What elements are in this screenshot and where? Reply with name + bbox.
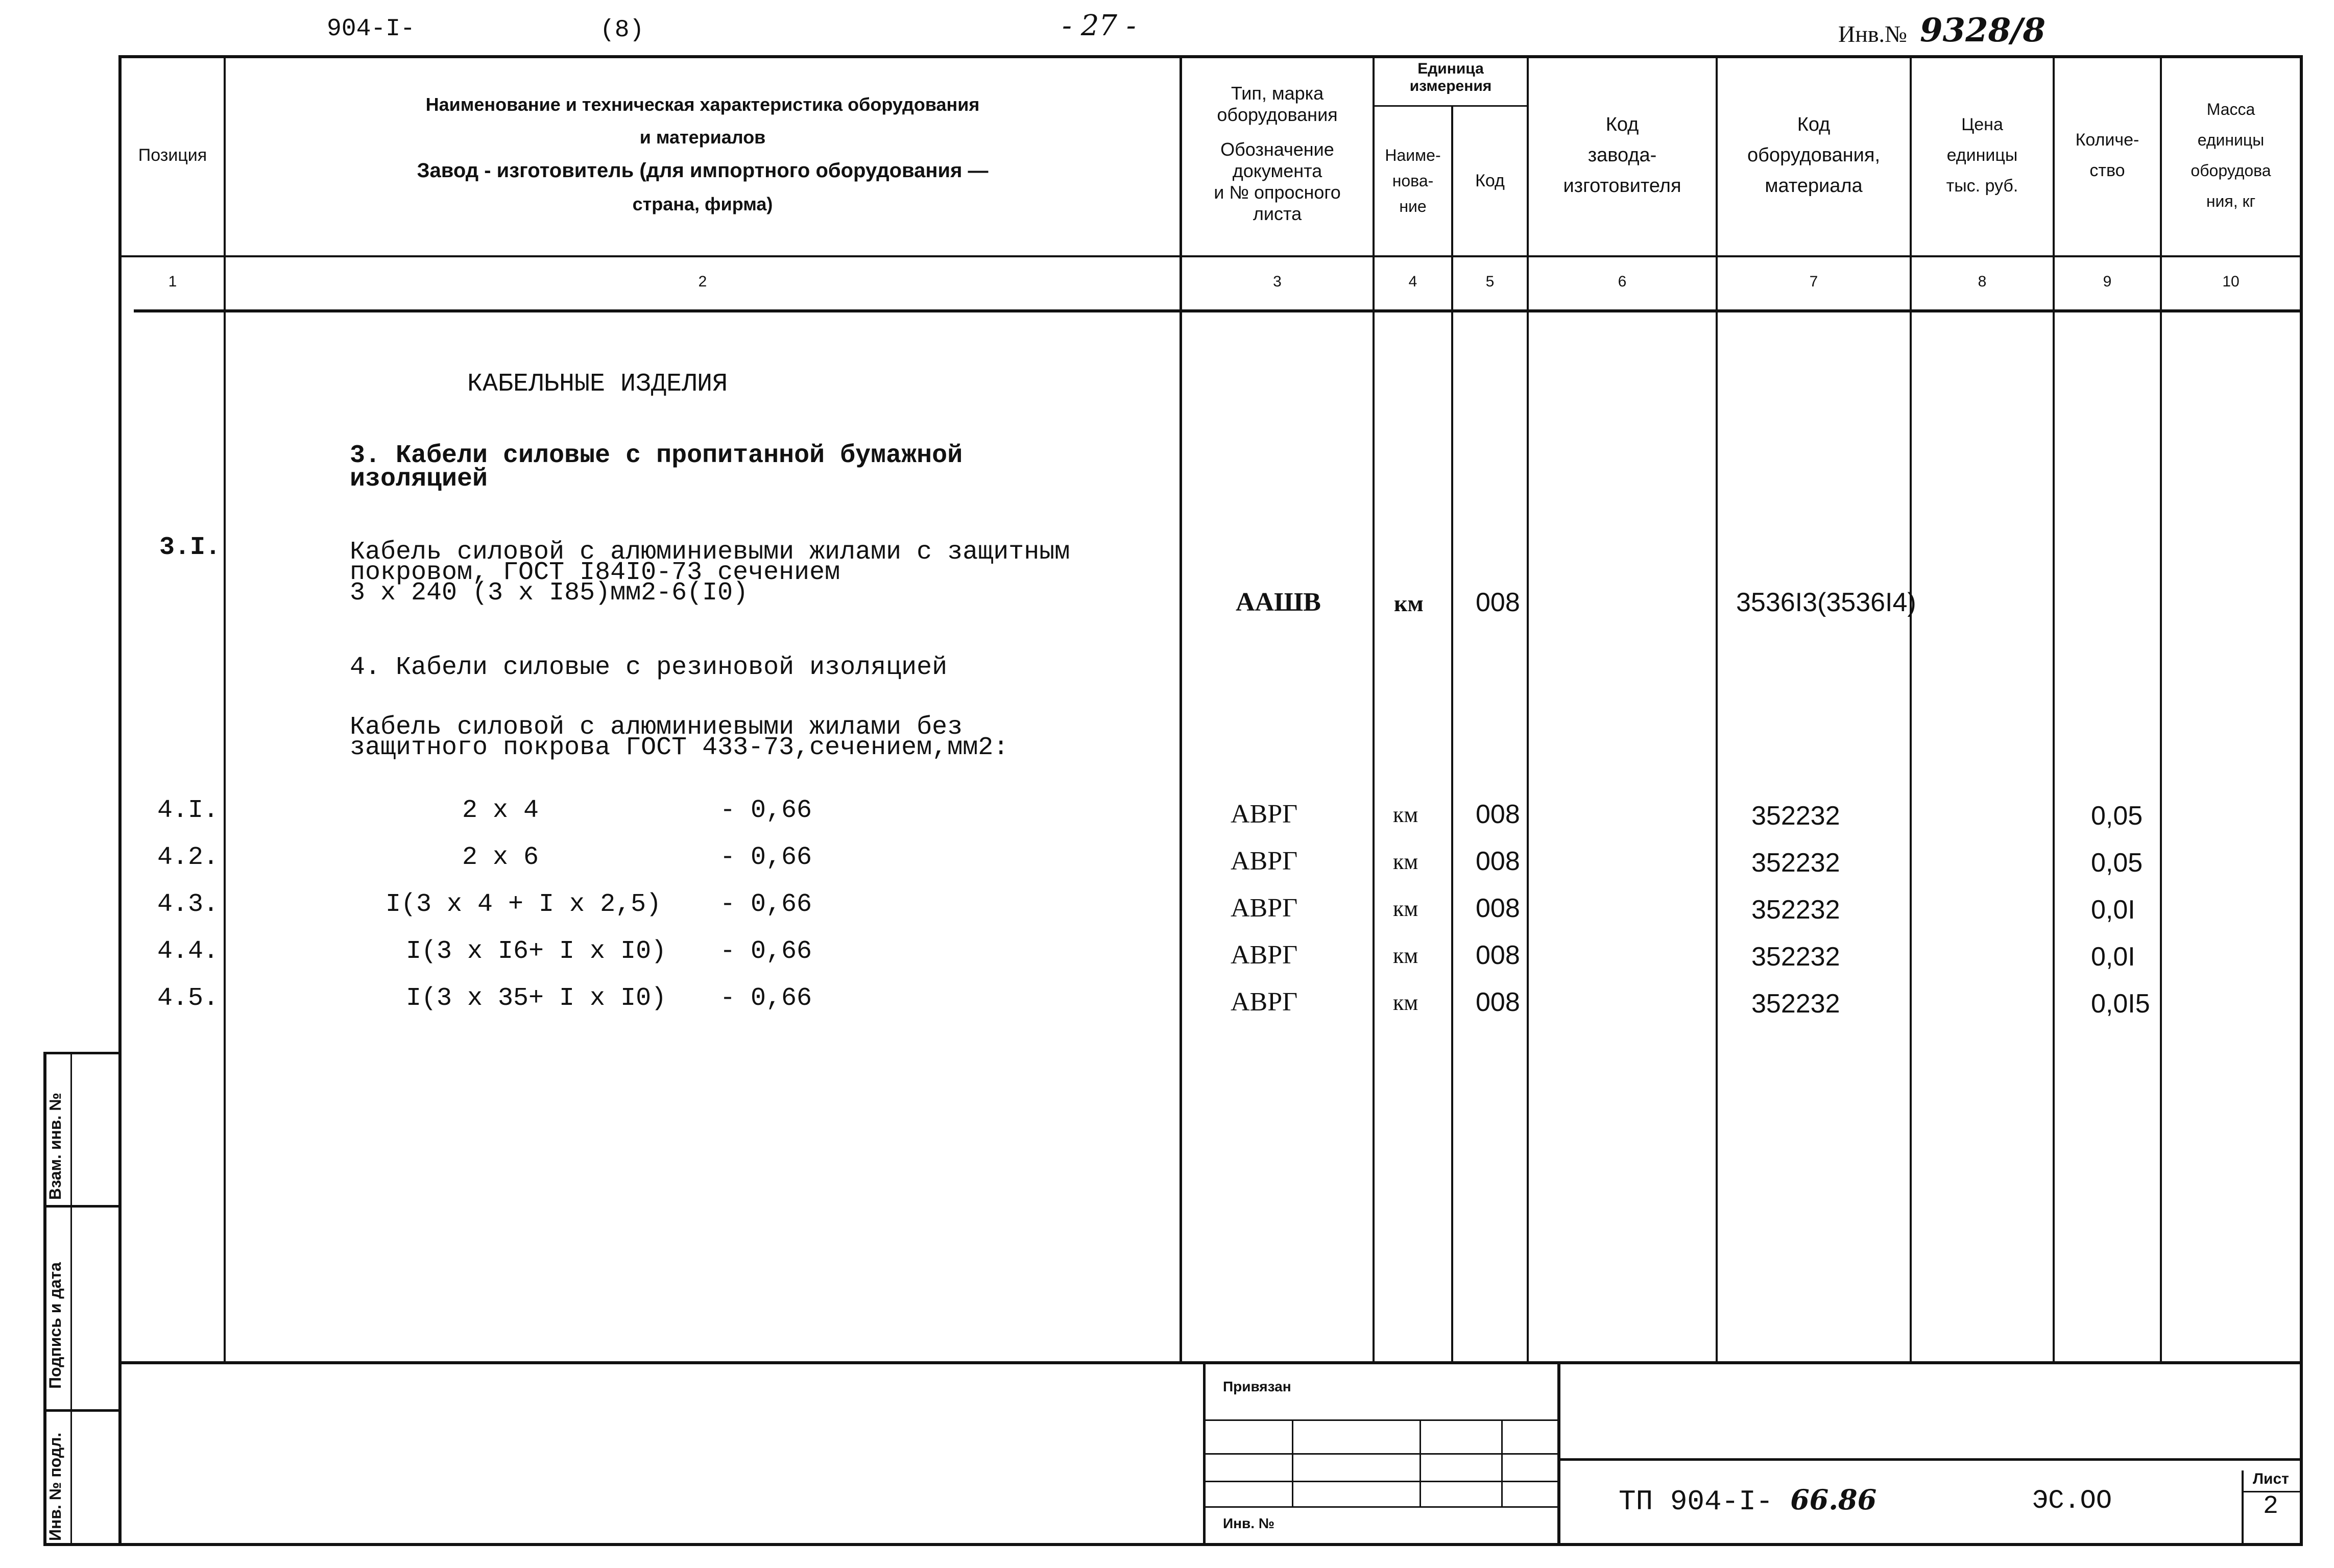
header-type-mark: Тип, марка оборудования <box>1217 83 1338 125</box>
row-code: 352232 <box>1751 989 1840 1019</box>
row-section: I(3 х 4 + I х 2,5) <box>386 890 662 919</box>
row-position: 4.4. <box>157 937 219 966</box>
row-unit-code: 008 <box>1476 940 1520 970</box>
row-type: АВРГ <box>1231 987 1298 1017</box>
header-name-line1: Наименование и техническая характеристика оборудования <box>425 94 980 115</box>
row-type: АВРГ <box>1231 940 1298 970</box>
row-unit-code: 008 <box>1476 847 1520 876</box>
col-num-7: 7 <box>1809 273 1818 290</box>
row-voltage: - 0,66 <box>720 937 812 966</box>
row-unit: км <box>1393 896 1418 921</box>
side-sign-date-label: Подпись и дата <box>46 1262 64 1389</box>
row-position: 4.3. <box>157 890 219 919</box>
header-unit-code: Код <box>1475 171 1505 190</box>
stamp-doc-code-prefix: ТП 904-I- <box>1619 1485 1773 1518</box>
sheet-ref: (8) <box>600 16 644 44</box>
page-number: - 27 - <box>1062 9 1136 42</box>
section-title: КАБЕЛЬНЫЕ ИЗДЕЛИЯ <box>467 370 728 399</box>
row-voltage: - 0,66 <box>720 890 812 919</box>
stamp-sheet-number: 2 <box>2263 1492 2279 1521</box>
header-unit-price: Цена единицы тыс. руб. <box>1946 115 2018 196</box>
col-num-10: 10 <box>2222 273 2240 290</box>
row-type: АВРГ <box>1231 847 1298 876</box>
row-section: 2 х 6 <box>462 843 539 872</box>
item31-description: Кабель силовой с алюминиевыми жилами с защитным покровом, ГОСТ I84I0-73 сечением 3 х 240 (3 х I85)мм2-6(I0) <box>350 538 1070 608</box>
col-num-1: 1 <box>168 273 177 290</box>
row-quantity: 0,0I5 <box>2091 989 2150 1019</box>
header-mass: Масса единицы оборудова ния, кг <box>2191 100 2271 210</box>
header-equipment-code: Код оборудования, материала <box>1747 114 1881 197</box>
col-num-4: 4 <box>1408 273 1417 290</box>
inv-number: 9328/8 <box>1920 11 2046 50</box>
header-name-line2: и материалов <box>639 127 766 148</box>
header-unit-group: Единица измерения <box>1409 60 1492 94</box>
header-type <box>1182 58 1373 252</box>
row-type: АВРГ <box>1231 894 1298 923</box>
group4-title: 4. Кабели силовые с резиновой изоляцией <box>350 653 948 682</box>
row-quantity: 0,05 <box>2091 801 2143 831</box>
header-position: Позиция <box>138 146 207 165</box>
doc-series: 904-I- <box>327 15 415 43</box>
header-type-doc: Обозначение документа и № опросного листа <box>1214 139 1341 224</box>
row-position: 4.5. <box>157 984 219 1013</box>
row-unit: км <box>1393 943 1418 968</box>
item31-position: 3.I. <box>159 533 221 562</box>
row-unit: км <box>1393 802 1418 827</box>
row-section: 2 х 4 <box>462 796 539 825</box>
stamp-doc-suffix: ЭС.ОО <box>2032 1486 2112 1516</box>
header-name-line4: страна, фирма) <box>632 194 773 214</box>
stamp-attached-label: Привязан <box>1223 1379 1291 1394</box>
row-unit-code: 008 <box>1476 894 1520 923</box>
row-voltage: - 0,66 <box>720 796 812 825</box>
item31-unit: км <box>1394 590 1424 616</box>
stamp-inv-label: Инв. № <box>1223 1515 1275 1531</box>
group4-description: Кабель силовой с алюминиевыми жилами без защитного покрова ГОСТ 433-73,сечением,мм2: <box>350 713 1009 762</box>
col-num-5: 5 <box>1485 273 1495 290</box>
row-unit: км <box>1393 849 1418 874</box>
row-quantity: 0,0I <box>2091 942 2135 972</box>
side-inv-orig-label: Инв. № подл. <box>46 1432 64 1541</box>
row-code: 352232 <box>1751 942 1840 972</box>
row-position: 4.2. <box>157 843 219 872</box>
col-num-6: 6 <box>1618 273 1627 290</box>
row-type: АВРГ <box>1231 800 1298 829</box>
row-position: 4.I. <box>157 796 219 825</box>
group3-title: 3. Кабели силовые с пропитанной бумажной изоляцией <box>350 441 963 494</box>
row-section: I(3 х 35+ I х I0) <box>406 984 667 1013</box>
col-num-8: 8 <box>1978 273 1987 290</box>
stamp-sheet-label: Лист <box>2253 1470 2289 1487</box>
side-swap-inv-label: Взам. инв. № <box>46 1093 64 1200</box>
header-unit-name: Наиме- нова- ние <box>1385 146 1441 215</box>
row-voltage: - 0,66 <box>720 984 812 1013</box>
header-name-line3: Завод - изготовитель (для импортного оборудования — <box>417 159 989 182</box>
stamp-doc-code-handwritten: 66.86 <box>1790 1483 1877 1516</box>
stamp-doc-code <box>1619 1483 1876 1518</box>
header-name <box>226 58 1180 252</box>
row-section: I(3 х I6+ I х I0) <box>406 937 667 966</box>
col-num-3: 3 <box>1273 273 1282 290</box>
row-code: 352232 <box>1751 848 1840 878</box>
row-unit-code: 008 <box>1476 800 1520 829</box>
col-num-9: 9 <box>2103 273 2112 290</box>
row-unit: км <box>1393 990 1418 1015</box>
row-quantity: 0,0I <box>2091 895 2135 925</box>
row-code: 352232 <box>1751 801 1840 831</box>
row-code: 352232 <box>1751 895 1840 925</box>
item31-type: ААШВ <box>1236 588 1321 617</box>
header-maker-code: Код завода- изготовителя <box>1563 114 1681 197</box>
header-quantity: Количе- ство <box>2075 130 2139 180</box>
row-unit-code: 008 <box>1476 987 1520 1017</box>
row-quantity: 0,05 <box>2091 848 2143 878</box>
row-voltage: - 0,66 <box>720 843 812 872</box>
inv-label: Инв.№ <box>1838 21 1907 47</box>
item31-unit-code: 008 <box>1476 588 1520 617</box>
col-num-2: 2 <box>698 273 707 290</box>
item31-code: 3536I3(3536I4) <box>1736 588 1916 617</box>
